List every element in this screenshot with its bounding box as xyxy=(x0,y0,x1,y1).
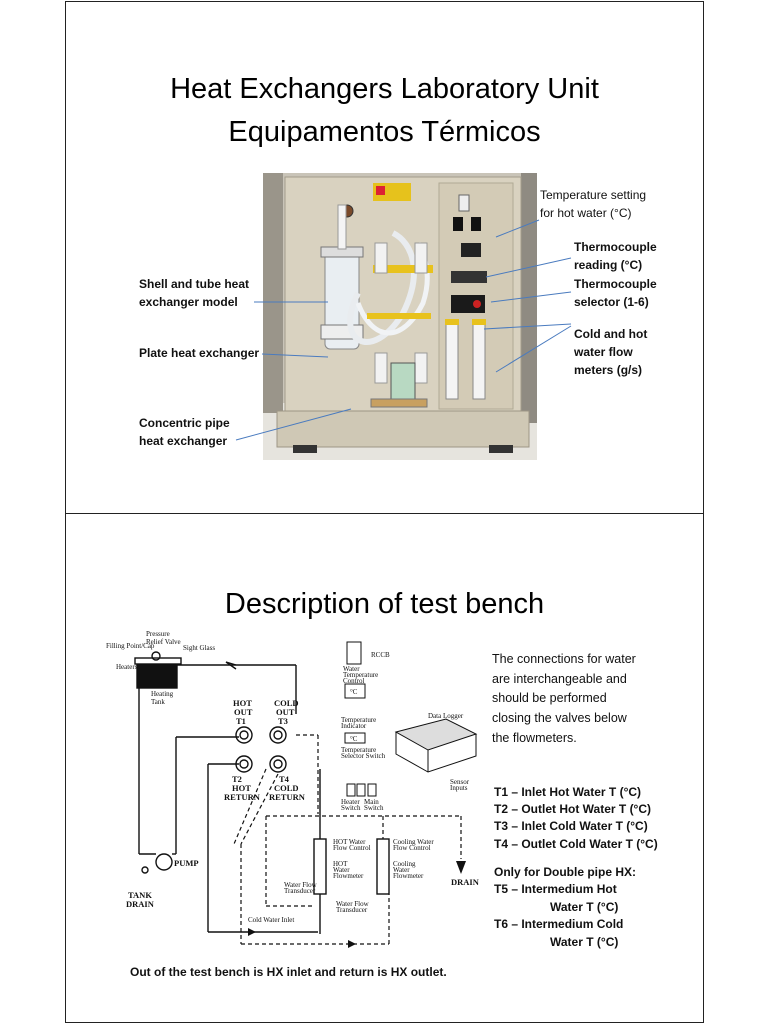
label-sensor-inputs-1: Inputs xyxy=(450,784,468,792)
callout-shell-tube-line2: exchanger model xyxy=(139,295,238,309)
callout-flow-line2: water flow xyxy=(574,345,633,359)
t4-definition: T4 – Outlet Cold Water T (°C) xyxy=(494,837,658,851)
label-cold-out-2: T3 xyxy=(278,716,288,726)
slide-title: Description of test bench xyxy=(224,588,545,620)
label-transducer-2-1: Transducer xyxy=(336,906,368,914)
label-hot-flowmeter-2: Flowmeter xyxy=(333,872,364,880)
label-t2-0: T2 xyxy=(232,774,242,784)
label-cold-out-1: OUT xyxy=(276,707,295,717)
callout-temp-setting-line1: Temperature setting xyxy=(540,188,647,202)
label-temp-selector-1: Selector Switch xyxy=(341,752,386,760)
label-filling-port: Filling Point/Cap xyxy=(106,642,155,650)
label-pressure-relief-2: Relief Valve xyxy=(146,638,181,646)
label-cooling-flow-control-1: Flow Control xyxy=(393,844,431,852)
label-cold-water-inlet: Cold Water Inlet xyxy=(248,916,295,924)
label-water-temp-2: Control xyxy=(343,677,365,685)
label-hot-flow-control-0: HOT Water xyxy=(333,838,366,846)
connections-line-3: closing the valves below xyxy=(492,711,627,725)
label-hot-out-0: HOT xyxy=(233,698,252,708)
t6-definition-line1: T6 – Intermedium Cold xyxy=(494,917,624,931)
callout-temp-setting-line2: for hot water (°C) xyxy=(540,206,632,220)
label-t4-1: COLD xyxy=(274,783,299,793)
label-cooling-flow-control-0: Cooling Water xyxy=(393,838,434,846)
callout-tc-reading-line1: Thermocouple xyxy=(574,240,657,254)
t2-definition: T2 – Outlet Hot Water T (°C) xyxy=(494,802,652,816)
label-drain: DRAIN xyxy=(451,877,479,887)
label-t2-1: HOT xyxy=(232,783,251,793)
callout-tc-selector-line1: Thermocouple xyxy=(574,277,657,291)
connections-line-1: are interchangeable and xyxy=(492,672,627,686)
label-main-switch-0: Main xyxy=(364,798,379,806)
label-hot-out-2: T1 xyxy=(236,716,246,726)
label-hot-flow-control-1: Flow Control xyxy=(333,844,371,852)
label-cooling-flowmeter-2: Flowmeter xyxy=(393,872,424,880)
label-t2-2: RETURN xyxy=(224,792,260,802)
slide-title-line2: Equipamentos Térmicos xyxy=(228,116,541,148)
connections-line-0: The connections for water xyxy=(492,652,636,666)
label-heater-switch-1: Switch xyxy=(341,804,361,812)
label-cooling-flowmeter-0: Cooling xyxy=(393,860,416,868)
connections-line-2: should be performed xyxy=(492,691,607,705)
t5-definition-line2: Water T (°C) xyxy=(550,900,619,914)
label-degree-c-1: °C xyxy=(350,688,358,696)
callout-flow-line3: meters (g/s) xyxy=(574,363,643,377)
label-t4-0: T4 xyxy=(279,774,289,784)
label-sight-glass: Sight Glass xyxy=(183,644,216,652)
callout-tc-selector-line2: selector (1-6) xyxy=(574,295,649,309)
label-heater-switch-0: Heater xyxy=(341,798,360,806)
slide-title-line1: Heat Exchangers Laboratory Unit xyxy=(170,73,599,105)
label-heaters: Heaters xyxy=(116,663,138,671)
label-data-logger: Data Logger xyxy=(428,712,464,720)
label-rccb: RCCB xyxy=(371,651,390,659)
t1-definition: T1 – Inlet Hot Water T (°C) xyxy=(494,785,642,799)
label-tank-drain-0: TANK xyxy=(128,890,152,900)
label-hot-flowmeter-1: Water xyxy=(333,866,350,874)
label-cooling-flowmeter-1: Water xyxy=(393,866,410,874)
t6-definition-line2: Water T (°C) xyxy=(550,935,619,949)
label-temp-indicator-0: Temperature xyxy=(341,716,377,724)
label-cold-out-0: COLD xyxy=(274,698,299,708)
slide-heat-exchangers-unit xyxy=(65,1,704,514)
label-main-switch-1: Switch xyxy=(364,804,384,812)
callout-flow-line1: Cold and hot xyxy=(574,327,648,341)
slide-test-bench-description xyxy=(65,513,704,1023)
label-temp-selector-0: Temperature xyxy=(341,746,377,754)
label-water-temp-0: Water xyxy=(343,665,360,673)
footer-note: Out of the test bench is HX inlet and return is HX outlet. xyxy=(130,965,447,979)
label-pump: PUMP xyxy=(174,858,199,868)
label-transducer-2-0: Water Flow xyxy=(336,900,369,908)
label-t4-2: RETURN xyxy=(269,792,305,802)
label-pressure-relief-1: Pressure xyxy=(146,630,170,638)
label-tank-drain-1: DRAIN xyxy=(126,899,154,909)
double-pipe-header: Only for Double pipe HX: xyxy=(494,865,637,879)
label-degree-c-2: °C xyxy=(350,735,358,743)
callout-concentric-line2: heat exchanger xyxy=(139,434,228,448)
callout-concentric-line1: Concentric pipe xyxy=(139,416,230,430)
label-heating-tank-1: Heating xyxy=(151,690,174,698)
label-hot-out-1: OUT xyxy=(234,707,253,717)
callout-plate-hx: Plate heat exchanger xyxy=(139,346,260,360)
label-transducer-1-0: Water Flow xyxy=(284,881,317,889)
callout-tc-reading-line2: reading (°C) xyxy=(574,258,643,272)
label-hot-flowmeter-0: HOT xyxy=(333,860,348,868)
label-heating-tank-2: Tank xyxy=(151,698,165,706)
t5-definition-line1: T5 – Intermedium Hot xyxy=(494,882,617,896)
label-water-temp-1: Temperature xyxy=(343,671,379,679)
callout-shell-tube-line1: Shell and tube heat xyxy=(139,277,250,291)
label-temp-indicator-1: Indicator xyxy=(341,722,367,730)
t3-definition: T3 – Inlet Cold Water T (°C) xyxy=(494,819,648,833)
label-transducer-1-1: Transducer xyxy=(284,887,316,895)
label-sensor-inputs-0: Sensor xyxy=(450,778,470,786)
connections-line-4: the flowmeters. xyxy=(492,731,577,745)
